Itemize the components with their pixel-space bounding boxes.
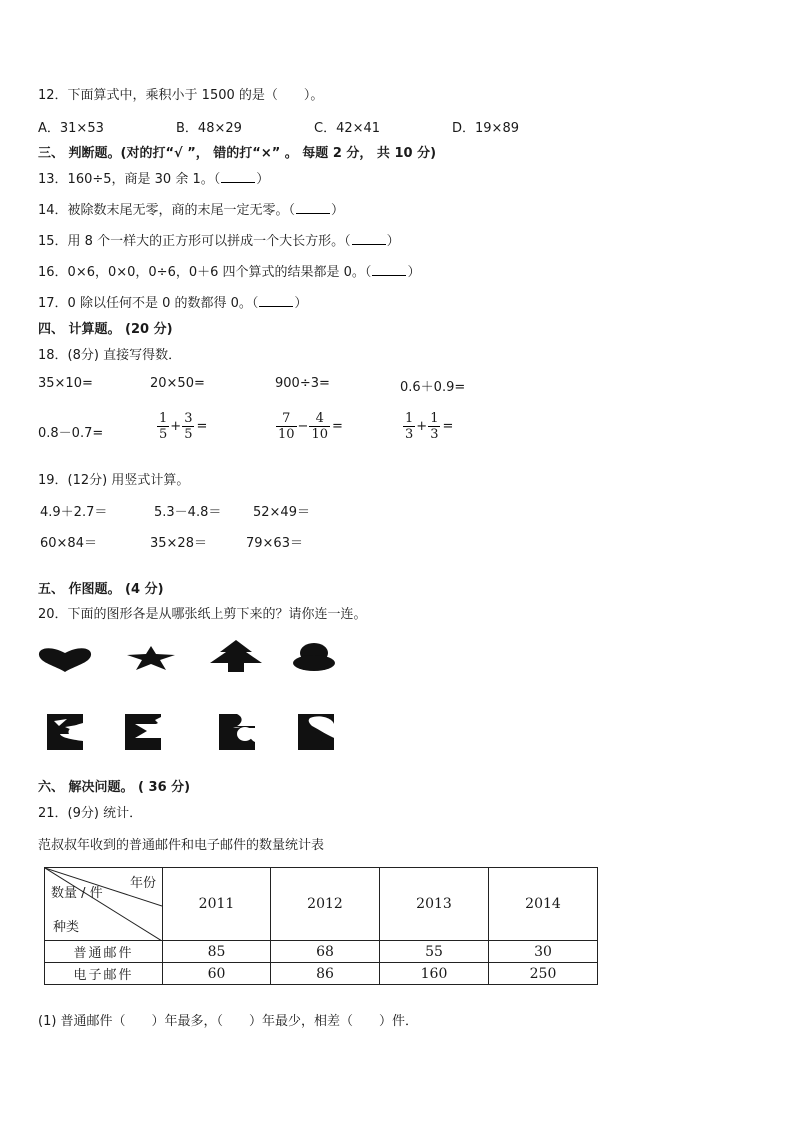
section-3-heading: 三、 判断题。(对的打“√ ”， 错的打“×” 。 每题 2 分， 共 10 分) xyxy=(38,146,437,161)
row-label: 普通邮件 xyxy=(45,941,163,963)
table-corner-cell xyxy=(45,868,163,941)
q13-text: 13．160÷5，商是 30 余 1。（ xyxy=(38,172,221,187)
question-13 xyxy=(38,168,269,187)
fraction: $\frac{1}{3}$ xyxy=(405,411,414,442)
calc-item: 60×84＝ xyxy=(40,536,97,551)
fraction: $\frac{1}{5}$ xyxy=(159,411,168,442)
table-cell: 55 xyxy=(380,941,489,963)
answer-blank[interactable] xyxy=(352,234,386,245)
star-shape[interactable] xyxy=(126,646,176,670)
q15-text: 15．用 8 个一样大的正方形可以拼成一个大长方形。（ xyxy=(38,234,351,249)
question-12: 12．下面算式中，乘积小于 1500 的是（ ）。 xyxy=(38,88,324,103)
mail-statistics-table xyxy=(44,867,598,985)
q17-close: ） xyxy=(294,296,308,311)
calc-item: 4.9＋2.7＝ xyxy=(40,505,108,520)
corner-label-year: 年份 xyxy=(129,876,156,891)
q12-option-d: D．19×89 xyxy=(452,121,519,136)
q14-close: ） xyxy=(331,203,345,218)
tree-shape[interactable] xyxy=(208,640,264,672)
heart-shape[interactable] xyxy=(38,646,92,672)
cut-paper-c[interactable] xyxy=(219,714,255,750)
year-header: 2011 xyxy=(163,868,271,941)
q13-close: ） xyxy=(256,172,270,187)
section-4-heading: 四、 计算题。 (20 分) xyxy=(38,322,173,337)
table-cell: 86 xyxy=(271,963,380,985)
calc-item: 900÷3= xyxy=(275,376,330,391)
table-cell: 160 xyxy=(380,963,489,985)
cut-paper-d[interactable] xyxy=(298,714,334,750)
table-row xyxy=(45,963,598,985)
calc-item: 20×50= xyxy=(150,376,205,391)
q17-text: 17．0 除以任何不是 0 的数都得 0。（ xyxy=(38,296,259,311)
cut-paper-a[interactable] xyxy=(47,714,83,750)
corner-label-type: 种类 xyxy=(53,920,80,935)
question-14 xyxy=(38,199,344,218)
fraction: $\frac{4}{10}$ xyxy=(311,411,328,442)
table-cell: 30 xyxy=(489,941,598,963)
table-header-row xyxy=(45,868,598,941)
row-label: 电子邮件 xyxy=(45,963,163,985)
mushroom-shape[interactable] xyxy=(292,643,336,671)
fraction: $\frac{3}{5}$ xyxy=(184,411,193,442)
question-16 xyxy=(38,261,420,280)
question-17 xyxy=(38,292,307,311)
q16-close: ） xyxy=(407,265,421,280)
q14-text: 14．被除数末尾无零，商的末尾一定无零。（ xyxy=(38,203,296,218)
question-19-title: 19．(12分) 用竖式计算。 xyxy=(38,473,190,488)
q16-text: 16．0×6，0×0，0÷6，0＋6 四个算式的结果都是 0。（ xyxy=(38,265,372,280)
cut-paper-b[interactable] xyxy=(125,714,161,750)
corner-label-quantity: 数量 / 件 xyxy=(51,886,103,901)
section-5-heading: 五、 作图题。 (4 分) xyxy=(38,582,164,597)
fraction-expression-1: $\frac{1}{5}$ + $\frac{3}{5}$ = xyxy=(159,411,208,442)
calc-item: 0.6＋0.9= xyxy=(400,380,466,395)
answer-blank[interactable] xyxy=(259,296,293,307)
calc-item: 35×28＝ xyxy=(150,536,207,551)
table-cell: 85 xyxy=(163,941,271,963)
table-cell: 68 xyxy=(271,941,380,963)
q15-close: ） xyxy=(386,234,400,249)
section-6-heading: 六、 解决问题。 ( 36 分) xyxy=(38,780,191,795)
table-row xyxy=(45,941,598,963)
q12-option-b: B．48×29 xyxy=(176,121,242,136)
question-20-title: 20．下面的图形各是从哪张纸上剪下来的？请你连一连。 xyxy=(38,607,367,622)
answer-blank[interactable] xyxy=(221,172,255,183)
year-header: 2014 xyxy=(489,868,598,941)
answer-blank[interactable] xyxy=(296,203,330,214)
question-21-sub-1: (1) 普通邮件（ ）年最多，（ ）年最少，相差（ ）件． xyxy=(38,1014,419,1029)
calc-item: 35×10= xyxy=(38,376,93,391)
table-title: 范叔叔年收到的普通邮件和电子邮件的数量统计表 xyxy=(38,838,325,853)
table-cell: 250 xyxy=(489,963,598,985)
calc-item: 5.3－4.8＝ xyxy=(154,505,222,520)
table-cell: 60 xyxy=(163,963,271,985)
fraction-expression-2: $\frac{7}{10}$ − $\frac{4}{10}$ = xyxy=(278,411,343,442)
q12-option-a: A．31×53 xyxy=(38,121,104,136)
calc-item: 52×49＝ xyxy=(253,505,310,520)
calc-item: 79×63＝ xyxy=(246,536,303,551)
fraction: $\frac{1}{3}$ xyxy=(430,411,439,442)
question-18-title: 18．(8分) 直接写得数． xyxy=(38,348,182,363)
year-header: 2012 xyxy=(271,868,380,941)
fraction-expression-3: $\frac{1}{3}$ + $\frac{1}{3}$ = xyxy=(405,411,454,442)
fraction: $\frac{7}{10}$ xyxy=(278,411,295,442)
answer-blank[interactable] xyxy=(372,265,406,276)
question-15 xyxy=(38,230,400,249)
year-header: 2013 xyxy=(380,868,489,941)
calc-item: 0.8－0.7= xyxy=(38,426,104,441)
question-21-title: 21．(9分) 统计． xyxy=(38,806,143,821)
q12-option-c: C．42×41 xyxy=(314,121,381,136)
